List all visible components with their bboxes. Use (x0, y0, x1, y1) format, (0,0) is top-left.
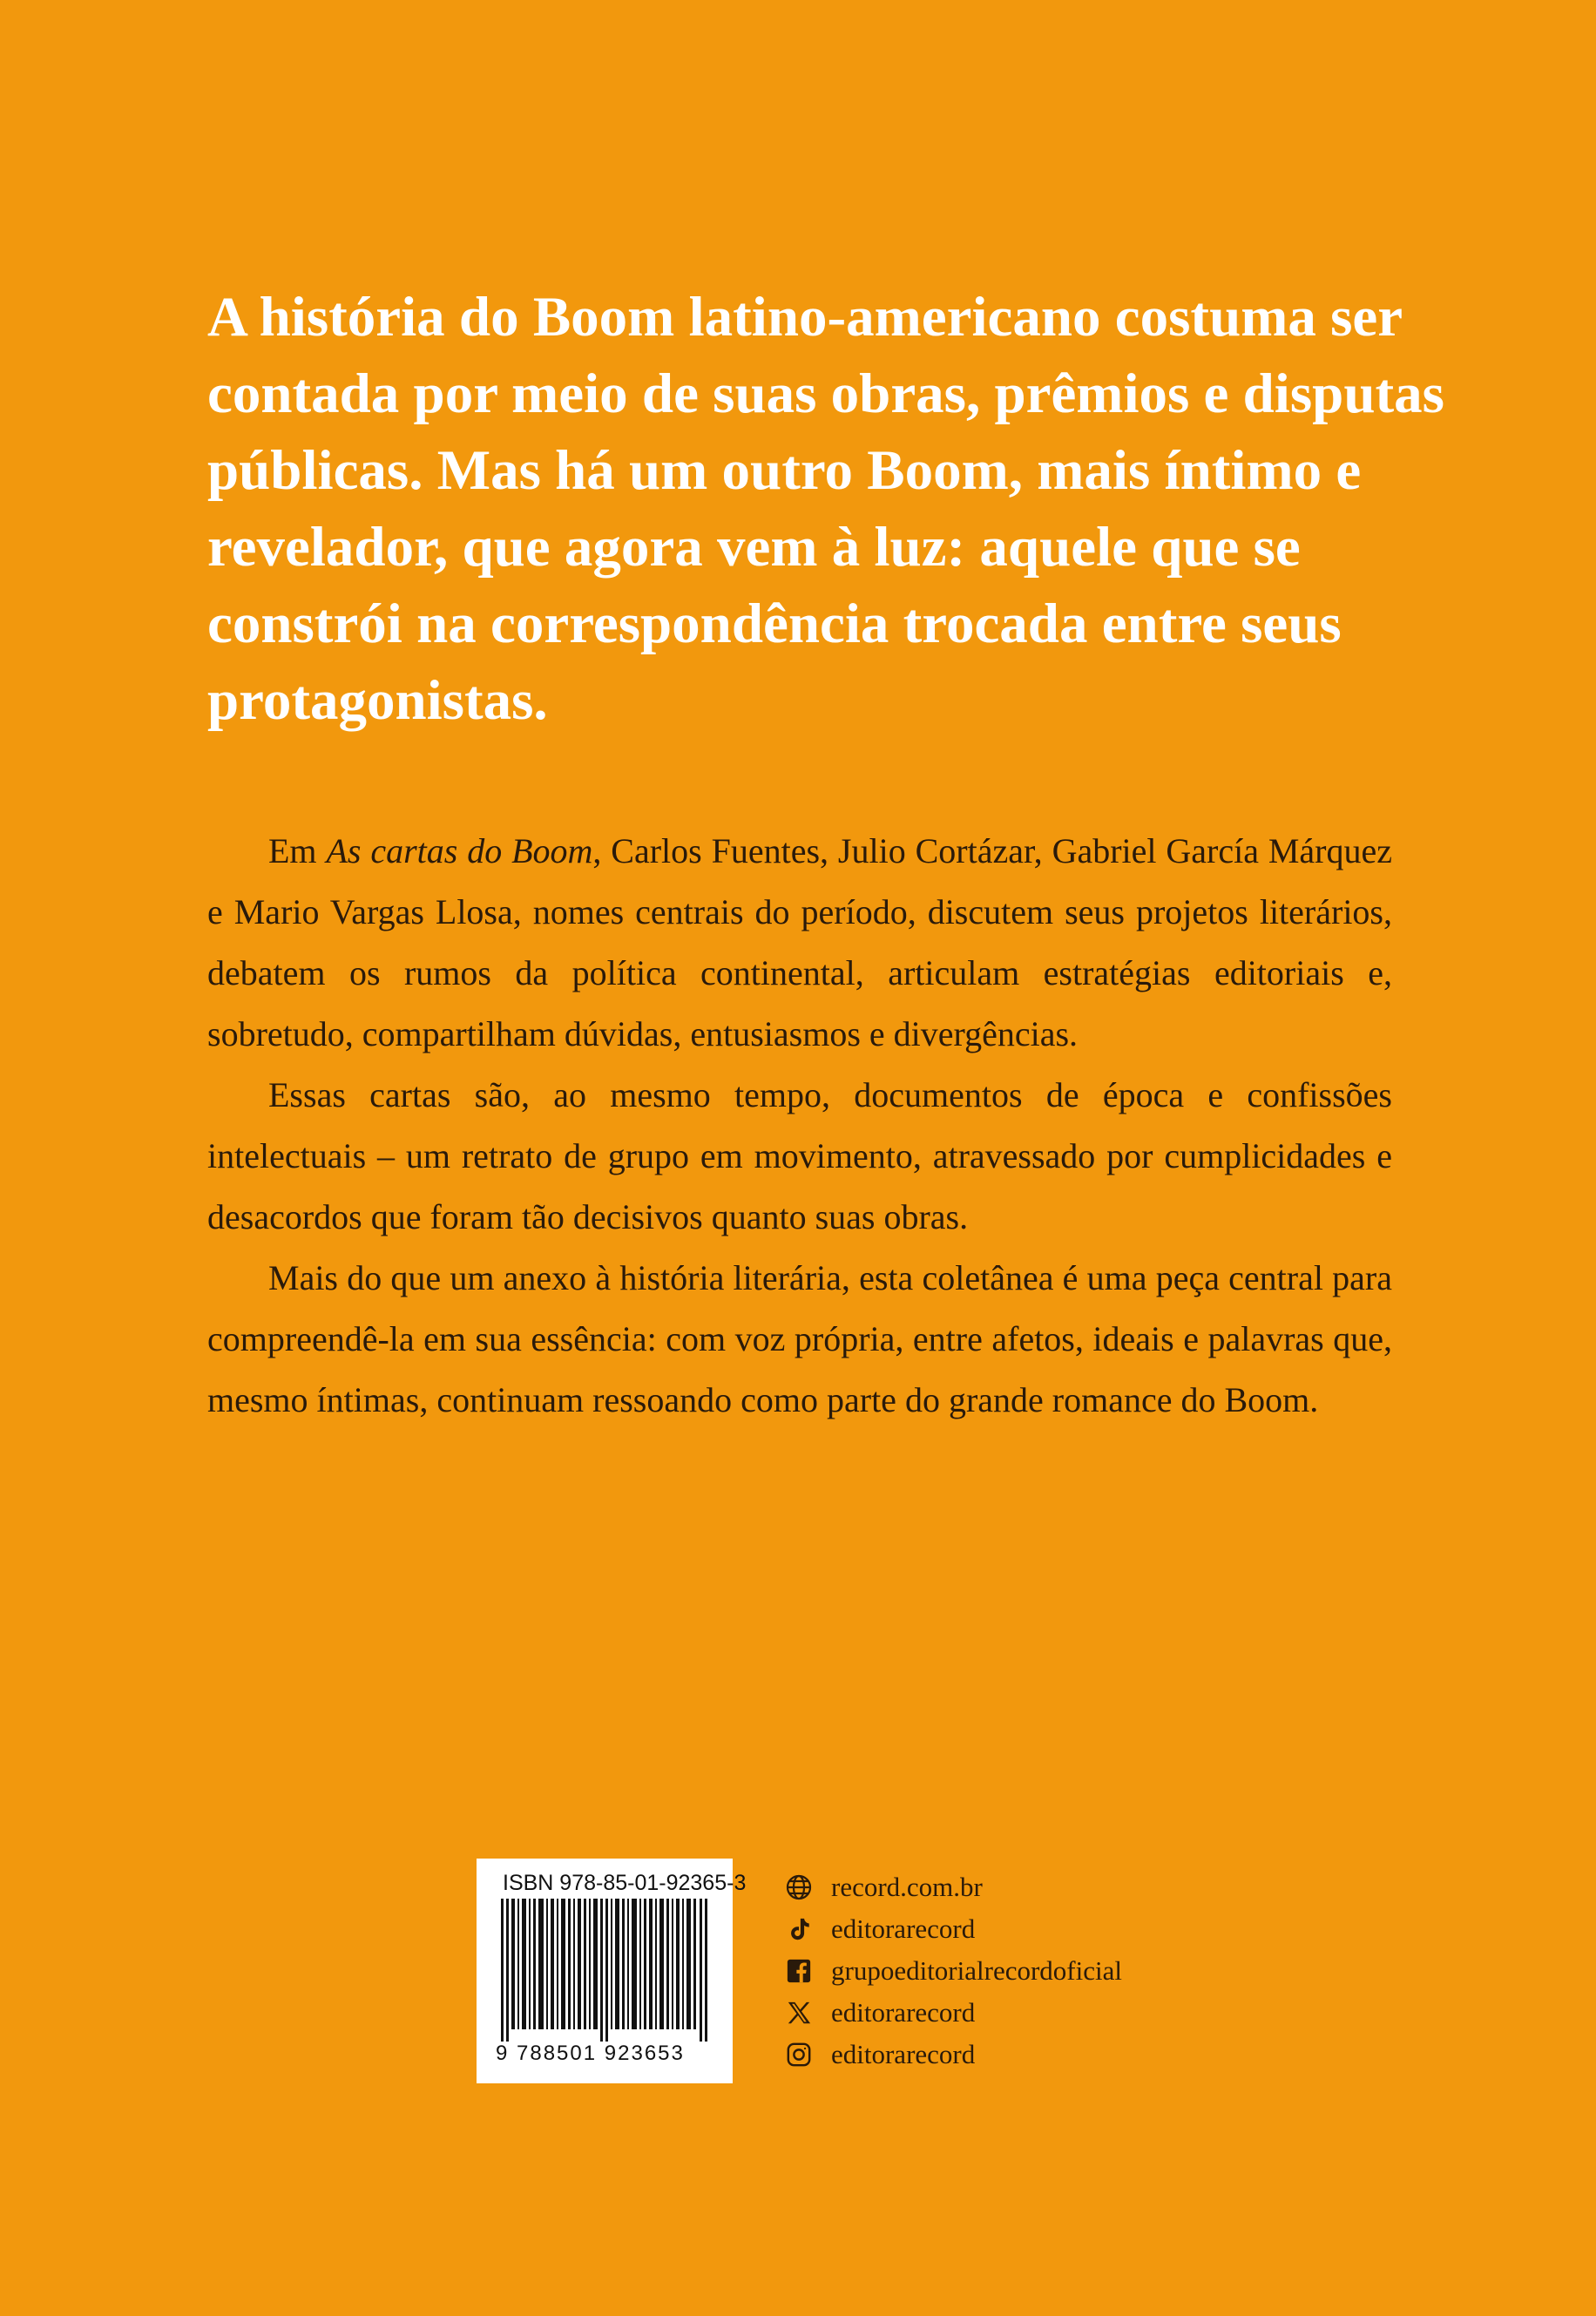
synopsis-paragraph-3: Mais do que um anexo à história literária, esta coletânea é uma peça central para compreendê-la em sua essência: com voz própria, entre afetos, ideais e palavras que, mesmo íntimas, continuam ressoando como parte do grande romance do Boom. (207, 1258, 1392, 1419)
globe-icon (784, 1872, 814, 1902)
social-item-tiktok[interactable] (784, 1908, 1122, 1950)
social-label-instagram: editorarecord (831, 2039, 976, 2069)
social-item-x[interactable] (784, 1992, 1122, 2034)
p1-prefix: Em (268, 831, 327, 870)
tiktok-icon (784, 1914, 814, 1944)
headline: A história do Boom latino-americano costuma ser contada por meio de suas obras, prêmios e disputas públicas. Mas há um outro Boom, mais íntimo e revelador, que agora vem à luz: aquele que se constrói na correspondência trocada entre seus protagonistas. (207, 286, 1444, 732)
social-item-instagram[interactable] (784, 2034, 1122, 2076)
social-links (784, 1866, 1122, 2076)
social-label-facebook: grupoeditorialrecordoficial (831, 1955, 1122, 1986)
social-item-facebook[interactable] (784, 1950, 1122, 1992)
social-label-tiktok: editorarecord (831, 1913, 976, 1944)
synopsis-paragraph-1 (207, 821, 1392, 1065)
book-title: As cartas do Boom (326, 831, 593, 870)
synopsis-paragraph-2: Essas cartas são, ao mesmo tempo, documentos de época e confissões intelectuais – um retrato de grupo em movimento, atravessado por cumplicidades e desacordos que foram tão decisivos quanto suas obras. (207, 1075, 1392, 1236)
p1-rest: , Carlos Fuentes, Julio Cortázar, Gabriel García Márquez e Mario Vargas Llosa, nomes centrais do período, discutem seus projetos literários, debatem os rumos da política continental, articulam estratégias editoriais e, sobretudo, compartilham dúvidas, entusiasmos e divergências. (207, 831, 1392, 1053)
barcode-bars (501, 1899, 710, 2042)
social-label-website: record.com.br (831, 1872, 983, 1902)
isbn-barcode (477, 1859, 747, 2083)
social-item-website[interactable] (784, 1866, 1122, 1908)
barcode-digits: 9 788501 923653 (496, 2042, 685, 2065)
synopsis (207, 821, 1392, 1431)
social-label-x: editorarecord (831, 1997, 976, 2028)
x-icon (784, 1998, 814, 2028)
facebook-icon (784, 1956, 814, 1986)
isbn-label: ISBN 978-85-01-92365-3 (503, 1871, 747, 1895)
instagram-icon (784, 2040, 814, 2069)
